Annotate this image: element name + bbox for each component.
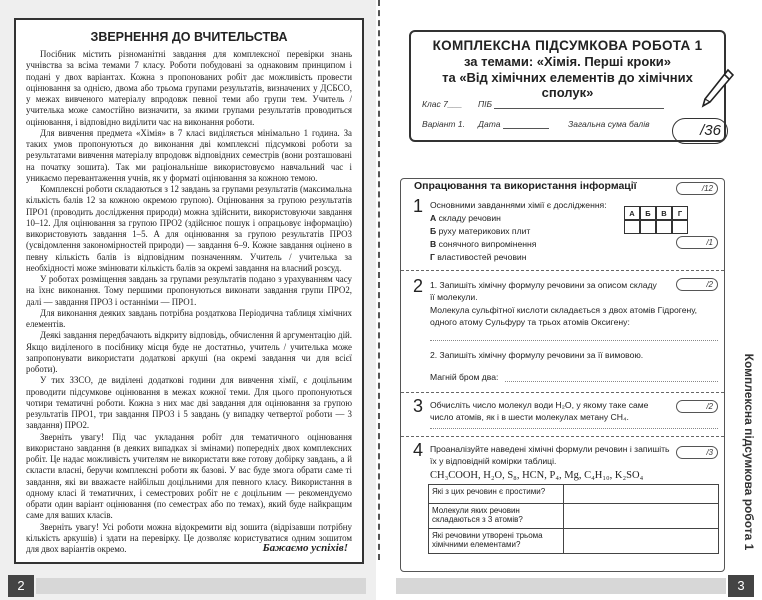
task-4-row-label: Які речовини утворені трьома хімічними елементами? (429, 529, 564, 554)
task-2-answer-line-1[interactable] (430, 340, 718, 341)
teacher-note-frame (14, 18, 364, 564)
task-1-answer-grid[interactable] (624, 206, 688, 234)
worksheet-subtitle-3: сполук» (541, 85, 594, 100)
sidebar-label: Комплексна підсумкова робота 1 (742, 353, 756, 551)
task-4-answer-cell[interactable] (564, 485, 719, 504)
task-2-score[interactable]: /2 (676, 278, 718, 291)
teacher-note-paragraph: Посібник містить різноманітні завдання для комплексної перевірки знань учнівства за всіма темами 7 класу. Роботи побудовані за однаковим принципом і подані у двох варіантах. Кожна з пропонованих робіт дає можливість провести оцінювання за однією, двома або трьома групами результатів, визначених у ДСБСО, у межах вивченого матеріалу впродовж певної теми або групи тем. Учитель / учителька може самостійно визначити, за якими групами результатів проводиться оцінювання, і відповідно виділити час на виконання роботи. (26, 49, 352, 127)
section-sidebar (739, 330, 759, 574)
task-4-formulas: CH₃COOH, H₂O, S₈, HCN, P₄, Mg, C₄H₁₀, K₂SO₄ (430, 470, 644, 481)
total-score-box[interactable]: /36 (672, 118, 728, 144)
section-score[interactable]: /12 (676, 182, 718, 195)
task-4-row-label: Молекули яких речовин складаються з 3 атомів? (429, 504, 564, 529)
task-4-table (428, 484, 719, 554)
teacher-note-paragraph: Зверніть увагу! Усі роботи можна відокремити від зошита (відрізавши потрібну кількість аркушів) і здати на перевірку. Це дозволяє користуватися одним зошитом для двох варіантів окремо. (26, 521, 352, 554)
task-1-question: Основними завданнями хімії є дослідження: (430, 200, 607, 210)
task-1-number: 1 (413, 196, 424, 216)
task-2-part-2: 2. Запишіть хімічну формулу речовини за її вимовою. (430, 350, 644, 360)
page-number-right: 3 (728, 575, 754, 597)
task-2-answer-line-2[interactable] (505, 381, 718, 382)
variant-label: Варіант 1. (422, 119, 465, 129)
task-3-question: Обчисліть число молекул води H₂O, у якому таке саме число атомів, як і в шести молекулах метану CH₄. (430, 400, 649, 422)
section-title: Опрацювання та використання інформації (414, 180, 637, 192)
worksheet-subtitle-1: за темами: «Хімія. Перші кроки» (463, 54, 672, 69)
teacher-note-paragraph: Зверніть увагу! Під час укладання робіт для тематичного оцінювання використано завдання (в деяких випадках зі змінами) попередніх двох комплексних робіт. Це надає можливість учителям не використати вже готову добірку завдань, а й скласти власні, беручи комплексні роботи як базові. У вас буде змога обрати саме ті завдання, які ви вважаєте найбільш доцільними для певного класу. Використання в одному класі й тематичних, і семестрових робіт не є доцільним — рекомендуємо обрати один варіант оцінювання (по семестрах або по темах), який буде найкращим саме для ваших класів. (26, 431, 352, 521)
task-4-question: Проаналізуйте наведені хімічні формули речовин і запишіть їх у відповідній комірки таблиці. (430, 444, 670, 466)
teacher-note-paragraph: Деякі завдання передбачають відкриту відповідь, обчислення й аргументацію дій. Якщо виділеного в посібнику місця буде не достатньо, учитель / учителька може запропонувати використати додаткові аркуші (на окремі завдання чи для всієї роботи). (26, 330, 352, 374)
total-score-label: Загальна сума балів (568, 119, 650, 129)
grid-header-c: В (656, 206, 672, 220)
teacher-note-paragraph: У тих ЗЗСО, де виділені додаткові години для вивчення хімії, є доцільним проводити підсумкове оцінювання в межах кожної теми. Для цього пропонуються чотири тематичні роботи. Кожна з них має дві завдання для оцінювання за групою результатів ПРО1, три завдання ПРО3 і 5 завдань (у випадку четвертої роботи — 3 завдання) ПРО2. (26, 375, 352, 431)
task-3-answer-line[interactable] (430, 428, 718, 429)
grid-header-b: Б (640, 206, 656, 220)
date-field[interactable]: Дата (478, 119, 549, 129)
grid-header-a: А (624, 206, 640, 220)
worksheet-title: КОМПЛЕКСНА ПІДСУМКОВА РОБОТА 1 (432, 38, 703, 53)
task-4-answer-cell[interactable] (564, 504, 719, 529)
teacher-note-paragraph: Комплексні роботи складаються з 12 завдань за групами результатів (максимальна кількість балів 12 за кожною окремою групою). Оцінювання за групою результатів ПРО1 (проводить дослідження природи) можна здійснити, використовуючи завдання 10–12. Для оцінювання за групою ПРО2 (здійснює пошук і опрацьовує інформацію) використовують завдання 1–5. А для оцінювання за групою результатів ПРО3 (усвідомлення закономірностей природи) — завдання 6–9. Кожне завдання оцінено в певну кількість балів із відповідним позначенням. Учитель / учителька за необхідності може змінювати кількість балів за окремі завдання на власний розсуд. (26, 184, 352, 273)
task-2-number: 2 (413, 276, 424, 296)
cut-line (378, 0, 380, 560)
task-4-score[interactable]: /3 (676, 446, 718, 459)
grid-cell-a[interactable] (624, 220, 640, 234)
class-field[interactable]: Клас 7___ (422, 99, 463, 109)
teacher-note-paragraph: Для вивчення предмета «Хімія» в 7 класі виділяється мінімально 1 година. За таких умов пропонуються до виконання дві комплексні підсумкові роботи за результатами вивчення матеріалу впродовж відповідних семестрів (вони розташовані на початку зошита). Так ми раціональніше використовуємо навчальний час і уникаємо перевантаження учнів, як у форматі оцінювання за кожною темою. (26, 127, 352, 183)
teacher-note-paragraph: У роботах розміщення завдань за групами результатів подано з урахуванням часу на їхнє виконання. Тому першими пропонуються виконати завдання групи ПРО2, далі — завдання ПРО3 і останніми — ПРО1. (26, 274, 352, 307)
task-3-number: 3 (413, 396, 424, 416)
teacher-note-text (26, 49, 352, 555)
task-1-option-b[interactable]: Б руху материкових плит (430, 226, 531, 236)
teacher-note-title: ЗВЕРНЕННЯ ДО ВЧИТЕЛЬСТВА (90, 30, 288, 44)
grid-cell-c[interactable] (656, 220, 672, 234)
task-separator (401, 392, 724, 393)
task-2-description: Молекула сульфітної кислоти складається з двох атомів Гідрогену, одного атому Сульфуру та трьох атомів Оксигену: (430, 305, 698, 327)
task-3-score[interactable]: /2 (676, 400, 718, 413)
signoff: Бажаємо успіхів! (262, 542, 348, 554)
grid-cell-d[interactable] (672, 220, 688, 234)
name-field[interactable]: ПІБ (478, 99, 664, 109)
teacher-note-paragraph: Для виконання деяких завдань потрібна роздаткова Періодична таблиця хімічних елементів. (26, 307, 352, 329)
task-1-option-d[interactable]: Г властивостей речовин (430, 252, 527, 262)
task-1-score[interactable]: /1 (676, 236, 718, 249)
pencil-icon (700, 68, 734, 108)
task-separator (401, 270, 724, 271)
task-1-option-a[interactable]: А складу речовин (430, 213, 501, 223)
page-number-left: 2 (8, 575, 34, 597)
left-footer-bar (36, 578, 366, 594)
task-1-option-c[interactable]: В сонячного випромінення (430, 239, 537, 249)
task-4-row-label: Які з цих речовин є простими? (429, 485, 564, 504)
grid-header-d: Г (672, 206, 688, 220)
task-2-part-1: 1. Запишіть хімічну формулу речовини за описом складу її молекули. (430, 280, 657, 302)
worksheet-subtitle-2: та «Від хімічних елементів до хімічних (442, 69, 693, 85)
task-2-formula-prompt: Магній бром два: (430, 372, 499, 382)
right-footer-bar (396, 578, 726, 594)
task-separator (401, 436, 724, 437)
task-4-number: 4 (413, 440, 424, 460)
grid-cell-b[interactable] (640, 220, 656, 234)
task-4-answer-cell[interactable] (564, 529, 719, 554)
